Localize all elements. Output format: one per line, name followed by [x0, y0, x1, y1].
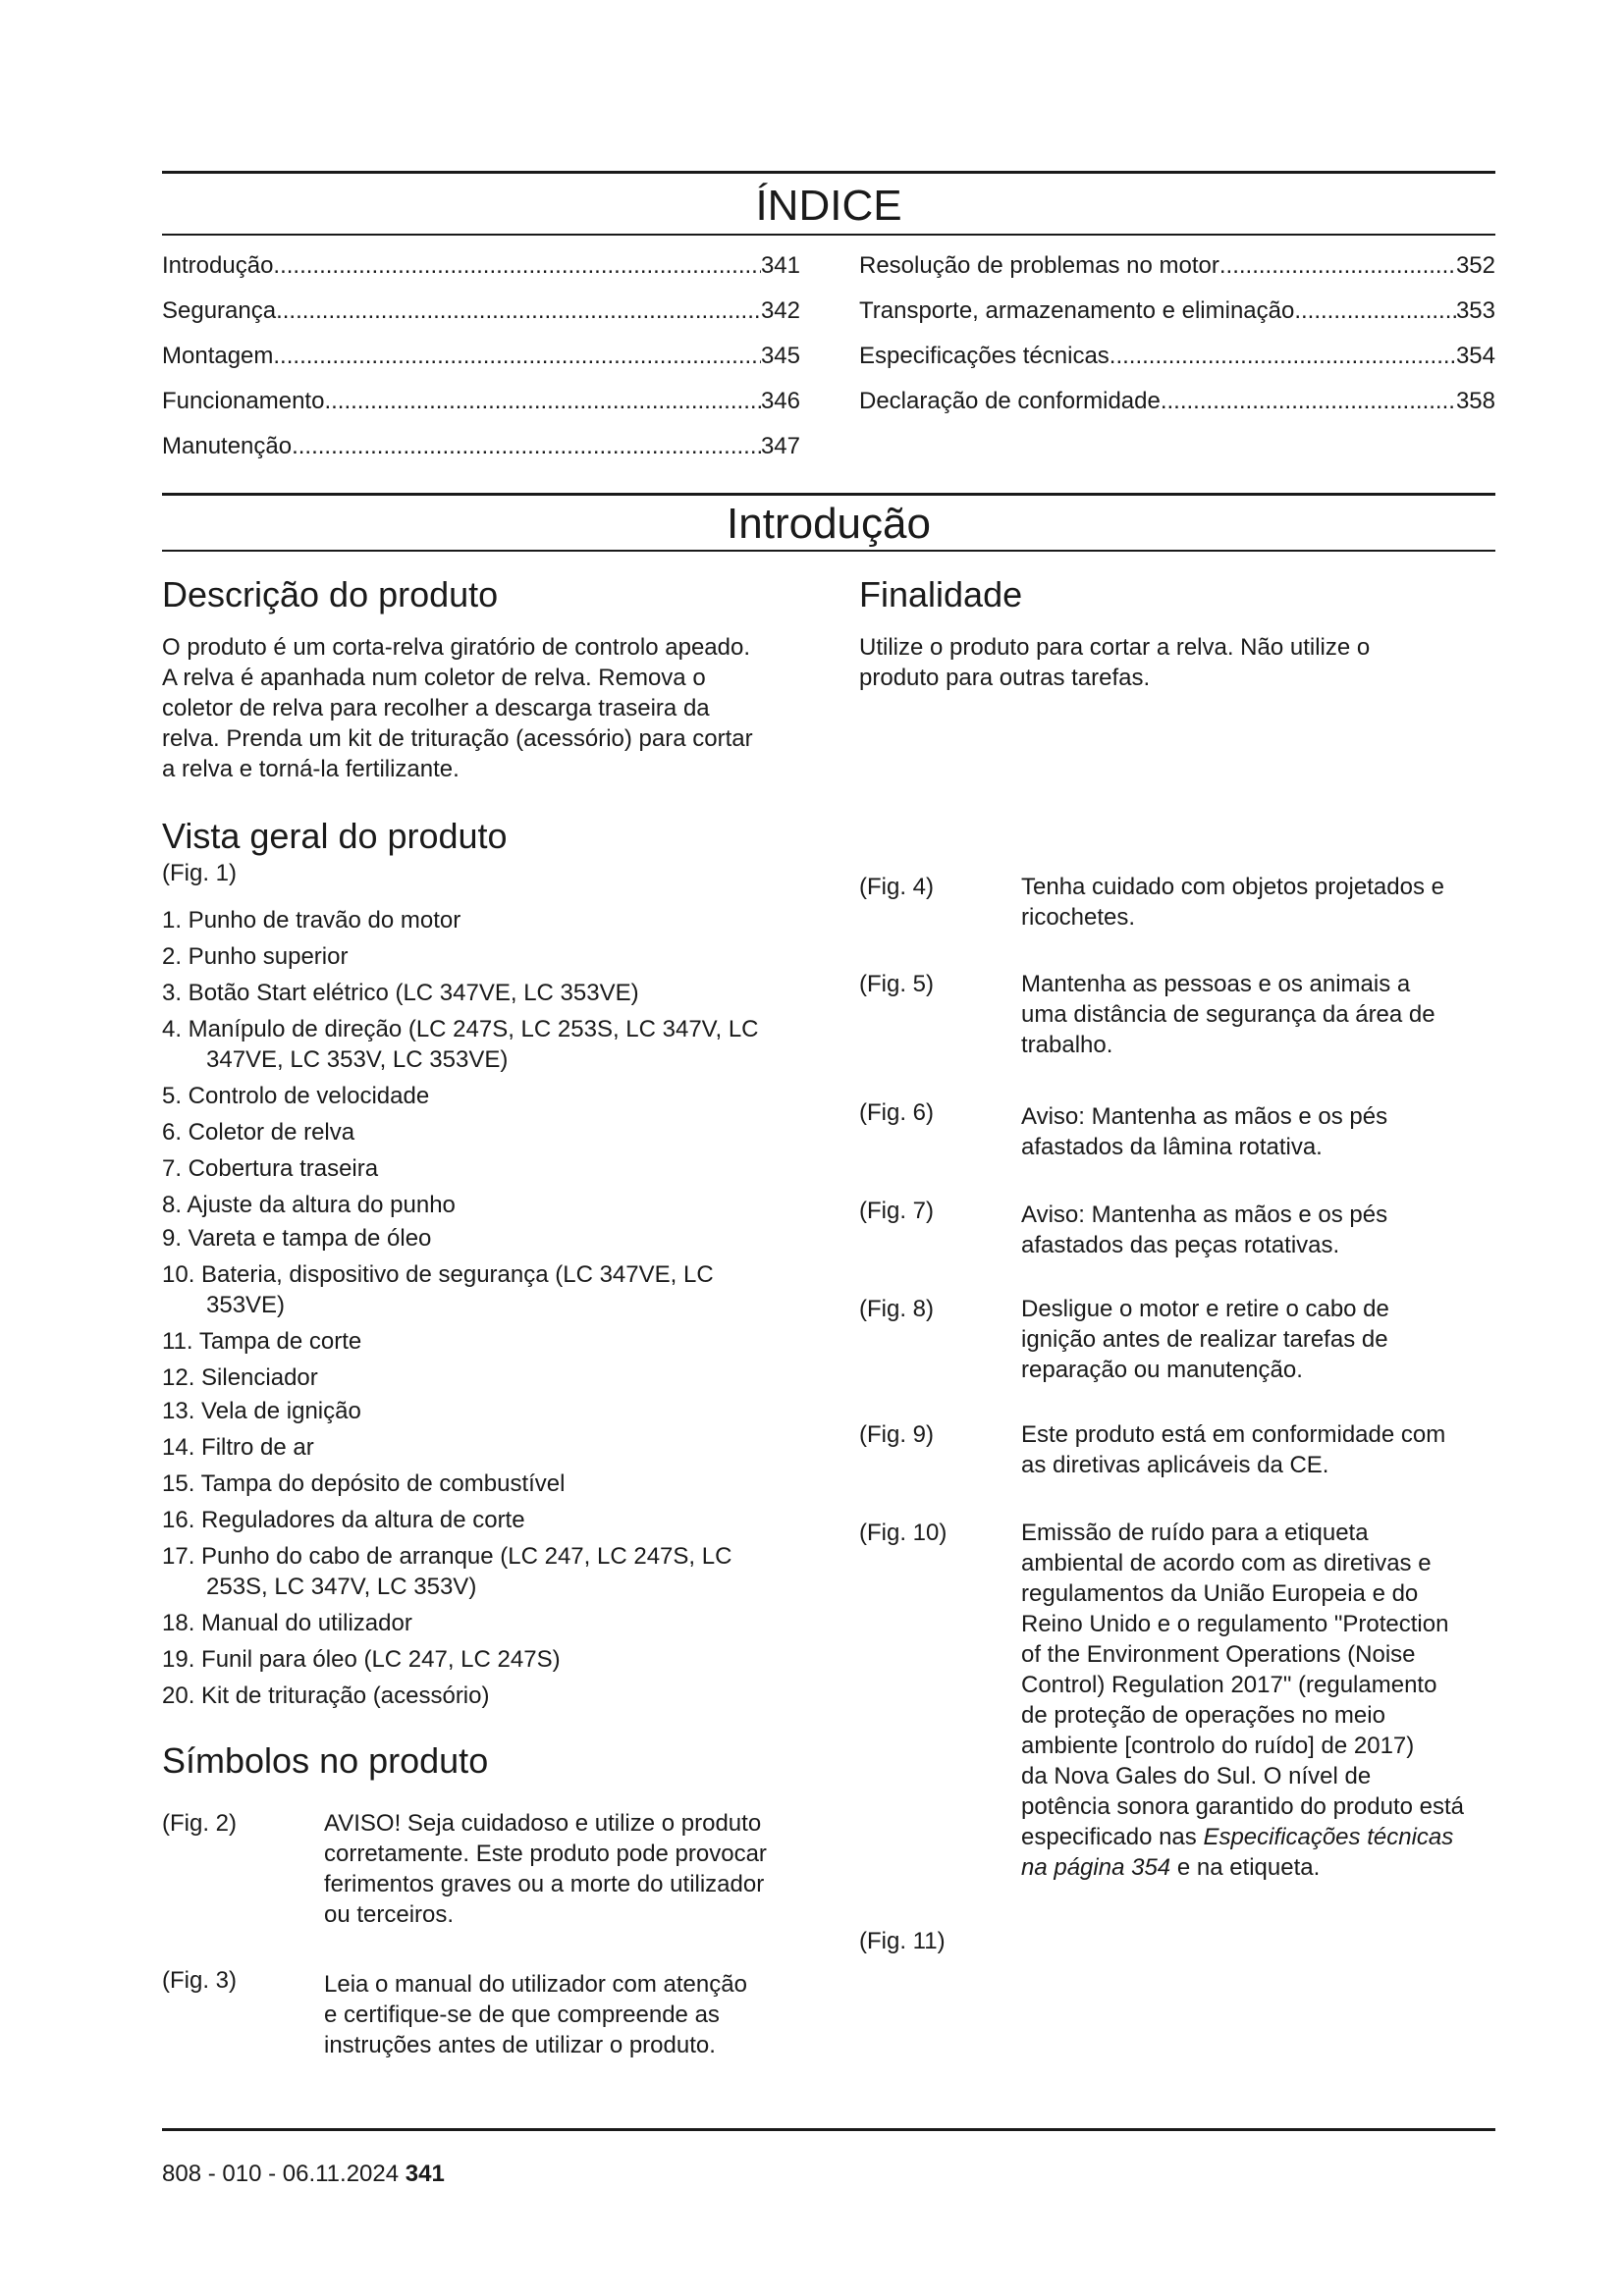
- fig-9-text: Este produto está em conformidade com as diretivas aplicáveis da CE.: [1021, 1421, 1446, 1478]
- fig-8-text: Desligue o motor e retire o cabo de ignição antes de realizar tarefas de reparação ou manutenção.: [1021, 1296, 1389, 1383]
- fig-9-ref: (Fig. 9): [859, 1421, 935, 1448]
- toc-entry-resolucao[interactable]: Resolução de problemas no motor ..... 352: [859, 251, 1495, 281]
- list-item: 4. Manípulo de direção (LC 247S, LC 253S, LC 347V, LC 347VE, LC 353V, LC 353VE): [162, 1016, 759, 1073]
- fig-10-text: Emissão de ruído para a etiqueta ambiental de acordo com as diretivas e regulamentos da União Europeia e do Reino Unido e o regulamento "Protection of the Environment Operations (Noise Control) Regulation 2017" (regulamento de proteção de operações no meio ambiente [controlo do ruído] de 2017) da Nova Gales do Sul. O nível de potência sonora garantido do produto está especificado nas Especificações técnicas na página 354 e na etiqueta.: [1021, 1520, 1464, 1881]
- list-item: 13. Vela de ignição: [162, 1398, 361, 1424]
- simbolos-heading: Símbolos no produto: [162, 1740, 489, 1781]
- toc-entry-introducao[interactable]: Introdução ..... 341: [162, 251, 800, 281]
- fig-3-text: Leia o manual do utilizador com atenção e certifique-se de que compreende as instruções antes de utilizar o produto.: [324, 1971, 747, 2058]
- toc-entry-declaracao[interactable]: Declaração de conformidade ..... 358: [859, 387, 1495, 416]
- list-item: 6. Coletor de relva: [162, 1119, 355, 1146]
- fig-11-ref: (Fig. 11): [859, 1928, 946, 1954]
- intro-bottom-rule: [162, 550, 1495, 552]
- fig-2-text: AVISO! Seja cuidadoso e utilize o produto corretamente. Este produto pode provocar ferimentos graves ou a morte do utilizador ou terceiros.: [324, 1810, 767, 1928]
- fig-7-text: Aviso: Mantenha as mãos e os pés afastados das peças rotativas.: [1021, 1201, 1388, 1258]
- toc-entry-transporte[interactable]: Transporte, armazenamento e eliminação ..... 353: [859, 296, 1495, 326]
- footer-rule: [162, 2128, 1495, 2131]
- list-item: 14. Filtro de ar: [162, 1434, 314, 1461]
- list-item: 19. Funil para óleo (LC 247, LC 247S): [162, 1646, 561, 1673]
- list-item: 3. Botão Start elétrico (LC 347VE, LC 353VE): [162, 980, 639, 1006]
- manual-page: [162, 0, 1495, 2296]
- specs-page-link[interactable]: na página 354: [1021, 1854, 1171, 1881]
- fig-6-text: Aviso: Mantenha as mãos e os pés afastados da lâmina rotativa.: [1021, 1103, 1388, 1160]
- toc-entry-montagem[interactable]: Montagem ..... 345: [162, 342, 800, 371]
- fig-8-ref: (Fig. 8): [859, 1296, 935, 1322]
- fig-7-ref: (Fig. 7): [859, 1198, 935, 1224]
- list-item: 1. Punho de travão do motor: [162, 907, 461, 934]
- list-item: 9. Vareta e tampa de óleo: [162, 1225, 432, 1252]
- toc-title: ÍNDICE: [755, 182, 902, 230]
- fig-5-ref: (Fig. 5): [859, 971, 935, 997]
- list-item: 20. Kit de trituração (acessório): [162, 1682, 490, 1709]
- intro-title: Introdução: [727, 500, 931, 548]
- toc-entry-manutencao[interactable]: Manutenção ..... 347: [162, 432, 800, 461]
- list-item: 15. Tampa do depósito de combustível: [162, 1470, 566, 1497]
- overview-list: [162, 905, 790, 1717]
- intro-top-rule: [162, 493, 1495, 496]
- descricao-text: O produto é um corta-relva giratório de controlo apeado. A relva é apanhada num coletor de relva. Remova o coletor de relva para recolher a descarga traseira da relva. Prenda um kit de trituração (acessório) para cortar a relva e torná-la fertilizante.: [162, 634, 753, 782]
- toc-entry-seguranca[interactable]: Segurança ..... 342: [162, 296, 800, 326]
- list-item: 12. Silenciador: [162, 1364, 318, 1391]
- fig-2-ref: (Fig. 2): [162, 1810, 238, 1837]
- list-item: 16. Reguladores da altura de corte: [162, 1507, 525, 1533]
- vista-heading: Vista geral do produto: [162, 816, 508, 856]
- fig-4-text: Tenha cuidado com objetos projetados e ricochetes.: [1021, 874, 1444, 931]
- list-item: 7. Cobertura traseira: [162, 1155, 379, 1182]
- list-item: 8. Ajuste da altura do punho: [162, 1192, 456, 1218]
- list-item: 10. Bateria, dispositivo de segurança (LC 347VE, LC 353VE): [162, 1261, 714, 1318]
- specs-link[interactable]: Especificações técnicas: [1203, 1824, 1454, 1850]
- list-item: 5. Controlo de velocidade: [162, 1083, 430, 1109]
- finalidade-heading: Finalidade: [859, 574, 1023, 614]
- list-item: 17. Punho do cabo de arranque (LC 247, LC 247S, LC 253S, LC 347V, LC 353V): [162, 1543, 732, 1600]
- list-item: 2. Punho superior: [162, 943, 349, 970]
- fig-4-ref: (Fig. 4): [859, 874, 935, 900]
- footer-doc-id: 808 - 010 - 06.11.2024: [162, 2161, 400, 2187]
- list-item: 11. Tampa de corte: [162, 1328, 362, 1355]
- descricao-heading: Descrição do produto: [162, 574, 499, 614]
- toc-bottom-rule: [162, 234, 1495, 236]
- finalidade-text: Utilize o produto para cortar a relva. Não utilize o produto para outras tarefas.: [859, 634, 1371, 691]
- fig-5-text: Mantenha as pessoas e os animais a uma distância de segurança da área de trabalho.: [1021, 971, 1435, 1058]
- footer: [162, 2160, 445, 2189]
- footer-page-number: 341: [405, 2161, 445, 2187]
- vista-fig-ref: (Fig. 1): [162, 860, 238, 886]
- fig-6-ref: (Fig. 6): [859, 1099, 935, 1126]
- fig-3-ref: (Fig. 3): [162, 1967, 238, 1994]
- list-item: 18. Manual do utilizador: [162, 1610, 412, 1636]
- toc-entry-especificacoes[interactable]: Especificações técnicas ..... 354: [859, 342, 1495, 371]
- toc-entry-funcionamento[interactable]: Funcionamento ..... 346: [162, 387, 800, 416]
- toc-top-rule: [162, 171, 1495, 174]
- fig-10-ref: (Fig. 10): [859, 1520, 947, 1546]
